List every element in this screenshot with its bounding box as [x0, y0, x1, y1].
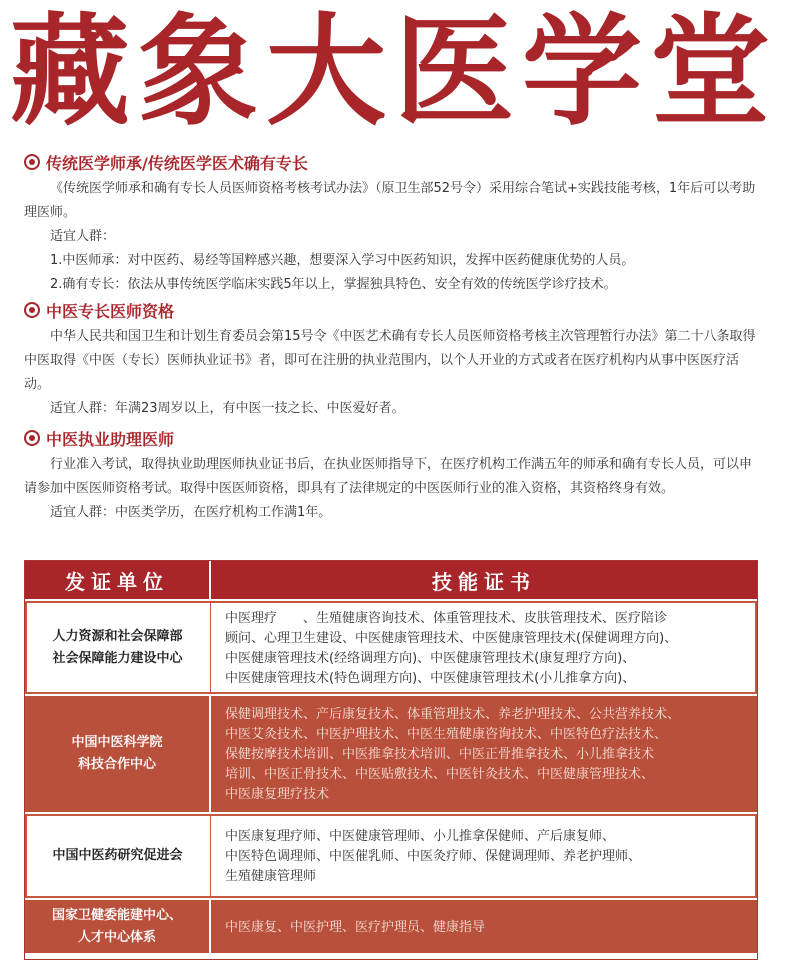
issuer-line: 人才中心体系	[77, 929, 156, 945]
issuer-cell	[25, 696, 211, 812]
table-row	[25, 812, 757, 898]
certificate-line: 保健调理技术、产后康复技术、体重管理技术、养老护理技术、公共营养技术、	[225, 707, 681, 722]
certificate-line: 保健按摩技术培训、中医推拿技术培训、中医正骨推拿技术、小儿推拿技术	[225, 747, 655, 762]
issuer-line: 科技合作中心	[77, 757, 156, 772]
issuer-line: 中国中医科学院	[71, 735, 163, 750]
section-line: 2.确有专长：依法从事传统医学临床实践5年以上，掌握独具特色、安全有效的传统医学诊疗技术。	[50, 277, 617, 292]
issuer-line: 社会保障能力建设中心	[52, 650, 183, 666]
target-circle-icon	[24, 430, 40, 446]
certificate-line: 顾问、心理卫生建设、中医健康管理技术、中医健康管理技术(保健调理方向)、	[225, 630, 678, 646]
section-paragraph: 《传统医学师承和确有专长人员医师资格考核考试办法》（原卫生部52号令）采用综合笔试+实践技能考核，1年后可以考助理医师。	[24, 181, 756, 220]
section-shicheng	[24, 151, 764, 297]
issuer-cell	[25, 900, 211, 953]
certificate-line: 中医康复理疗技术	[225, 787, 330, 802]
target-circle-icon	[24, 154, 40, 170]
section-paragraph: 中华人民共和国卫生和计划生育委员会第15号令《中医艺术确有专长人员医师资格考核主次管理暂行办法》第二十八条取得中医取得《中医（专长）医师执业证书》者，即可在注册的执业范围内，以个人开业的方式或者在医疗机构内从事中医医疗活动。	[24, 329, 756, 392]
issuer-line: 人力资源和社会保障部	[52, 628, 183, 644]
issuer-line: 中国中医药研究促进会	[52, 848, 183, 863]
certificate-line: 中医特色调理师、中医催乳师、中医灸疗师、保健调理师、养老护理师、	[225, 849, 642, 864]
certificate-line: 中医康复理疗师、中医健康管理师、小儿推拿保健师、产后康复师、	[225, 829, 616, 844]
header-issuer: 发证单位	[25, 561, 211, 599]
header-certificates: 技能证书	[432, 569, 536, 594]
issuer-cell	[25, 601, 211, 694]
certificate-line: 中医健康管理技术(经络调理方向)、中医健康管理技术(康复理疗方向)、	[225, 650, 636, 666]
certificate-table	[24, 560, 758, 960]
certificate-line: 中医康复、中医护理、医疗护理员、健康指导	[225, 919, 486, 935]
certificates-cell	[211, 601, 757, 694]
section-header	[24, 299, 764, 321]
section-paragraph: 行业准入考试，取得执业助理医师执业证书后，在执业医师指导下，在医疗机构工作满五年的师承和确有专长人员，可以申请参加中医医师资格考试。取得中医医师资格，即具有了法律规定的中医医师行业的准入资格，其资格终身有效。	[24, 457, 753, 496]
section-zhuli	[24, 427, 764, 525]
section-zhuanchang	[24, 299, 764, 421]
section-line: 适宜人群：中医类学历，在医疗机构工作满1年。	[50, 505, 332, 520]
certificate-line: 中医艾灸技术、中医护理技术、中医生殖健康咨询技术、中医特色疗法技术、	[225, 727, 668, 742]
section-header	[24, 151, 764, 173]
certificates-cell	[211, 696, 757, 812]
table-header	[25, 561, 757, 599]
issuer-line: 国家卫健委能建中心、	[51, 907, 182, 923]
certificate-line: 中医理疗 、生殖健康咨询技术、体重管理技术、皮肤管理技术、医疗陪诊	[225, 610, 668, 626]
section-title: 中医专长医师资格	[46, 301, 175, 321]
certificate-line: 中医健康管理技术(特色调理方向)、中医健康管理技术(小儿推拿方向)、	[225, 670, 636, 686]
certificate-line: 培训、中医正骨技术、中医贴敷技术、中医针灸技术、中医健康管理技术、	[225, 767, 655, 782]
table-row	[25, 599, 757, 694]
section-line: 适宜人群：	[50, 229, 116, 244]
page-title: 藏象大医学堂	[10, 3, 778, 142]
issuer-cell	[25, 814, 211, 898]
table-row	[25, 898, 757, 953]
target-circle-icon	[24, 302, 40, 318]
section-title: 传统医学师承/传统医学医术确有专长	[46, 153, 308, 173]
certificates-cell	[211, 900, 757, 953]
certificates-cell	[211, 814, 757, 898]
certificate-line: 生殖健康管理师	[225, 869, 317, 884]
section-line: 适宜人群：年满23周岁以上，有中医一技之长、中医爱好者。	[50, 401, 405, 416]
section-line: 1.中医师承：对中医药、易经等国粹感兴趣，想要深入学习中医药知识，发挥中医药健康优势的人员。	[50, 253, 635, 268]
section-header	[24, 427, 764, 449]
section-title: 中医执业助理医师	[46, 429, 175, 449]
table-row	[25, 694, 757, 812]
